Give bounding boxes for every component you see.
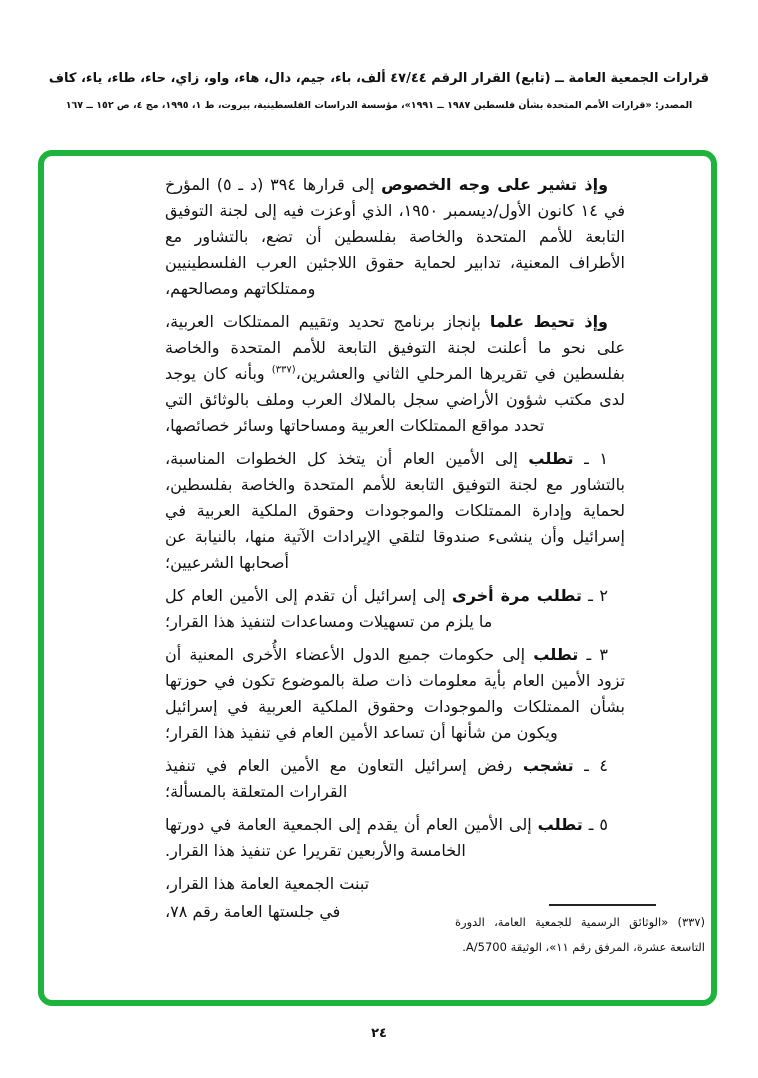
preamble-text: وبأنه كان يوجد لدى مكتب شؤون الأراضي سجل بالملاك العرب وملف بالوثائق التي تحدد مواقع الممتلكات العربية ومساحاتها وسائر خصائصها، <box>165 364 625 435</box>
footnote-marker: (٣٣٧) <box>668 915 705 929</box>
item-lead: تشجب <box>522 756 574 775</box>
operative-item-2 <box>165 583 625 635</box>
footnote-divider <box>549 904 656 906</box>
item-text: إلى إسرائيل أن تقدم إلى الأمين العام كل ما يلزم من تسهيلات ومساعدات لتنفيذ هذا القرار؛ <box>165 586 493 631</box>
item-number: ٢ ـ <box>581 586 608 605</box>
item-number: ٣ ـ <box>578 645 608 664</box>
footnote <box>455 910 705 960</box>
item-text: رفض إسرائيل التعاون مع الأمين العام في تنفيذ القرارات المتعلقة بالمسألة؛ <box>165 756 523 801</box>
footnote-reference-marker: (٣٣٧) <box>271 364 296 376</box>
preamble-paragraph-1 <box>165 172 625 302</box>
item-number: ٥ ـ <box>582 815 608 834</box>
preamble-lead: وإذ تحيط علما <box>489 312 609 331</box>
item-text: إلى الأمين العام أن يتخذ كل الخطوات المناسبة، بالتشاور مع لجنة التوفيق التابعة للأمم المتحدة والخاصة بفلسطين، لحماية وإدارة الممتلكات والموجودات وحقوق الملكية العربية في إسرائيل وأن ينشىء صندوقا لتلقي الإيرادات الآتية منها، بالنيابة عن أصحابها الشرعيين؛ <box>165 449 625 572</box>
operative-item-4 <box>165 753 625 805</box>
footnote-text: «الوثائق الرسمية للجمعية العامة، الدورة التاسعة عشرة، المرفق رقم ١١»، الوثيقة A/5700. <box>455 915 705 954</box>
page-header-title: قرارات الجمعية العامة ــ (تابع) القرار الرقم ٤٧/٤٤ ألف، باء، جيم، دال، هاء، واو، زاي، حاء، طاء، ياء، كاف <box>48 71 710 86</box>
item-number: ١ ـ <box>573 449 609 468</box>
preamble-paragraph-2 <box>165 309 625 439</box>
adoption-line: تبنت الجمعية العامة هذا القرار، <box>165 874 370 893</box>
item-text: إلى الأمين العام أن يقدم إلى الجمعية العامة في دورتها الخامسة والأربعين تقريرا عن تنفيذ هذا القرار. <box>165 815 538 860</box>
item-lead: تطلب <box>537 815 583 834</box>
preamble-text: بإنجاز برنامج تحديد وتقييم الممتلكات العربية، على نحو ما أعلنت لجنة التوفيق التابعة للأمم المتحدة والخاصة بفلسطين في تقريرها المرحلي الثاني والعشرين، <box>165 312 626 383</box>
preamble-lead: وإذ تشير على وجه الخصوص <box>381 175 609 194</box>
page-header-source: المصدر: «قرارات الأمم المتحدة بشأن فلسطين ١٩٨٧ ــ ١٩٩١»، مؤسسة الدراسات الفلسطينية، بيروت، ط ١، ١٩٩٥، مج ٤، ص ١٥٢ ــ ١٦٧ <box>65 100 693 111</box>
item-text: إلى حكومات جميع الدول الأعضاء الأُخرى المعنية أن تزود الأمين العام بأية معلومات ذات صلة بالموضوع تكون في حوزتها بشأن الممتلكات والموجودات وحقوق الملكية العربية في إسرائيل ويكون من شأنها أن تساعد الأمين العام في تنفيذ هذا القرار؛ <box>165 645 625 742</box>
operative-item-1 <box>165 446 625 576</box>
item-number: ٤ ـ <box>573 756 609 775</box>
operative-item-3 <box>165 642 625 746</box>
operative-item-5 <box>165 812 625 864</box>
item-lead: تطلب <box>528 449 574 468</box>
item-lead: تطلب <box>533 645 579 664</box>
resolution-body <box>165 172 625 927</box>
page-number: ٢٤ <box>371 1026 387 1041</box>
item-lead: تطلب مرة أخرى <box>452 586 582 605</box>
session-line: في جلستها العامة رقم ٧٨، <box>165 902 341 921</box>
preamble-text: إلى قرارها ٣٩٤ (د ـ ٥) المؤرخ في ١٤ كانون الأول/ديسمبر ١٩٥٠، الذي أوعزت فيه إلى لجنة التوفيق التابعة للأمم المتحدة والخاصة بفلسطين أن تضع، بالتشاور مع الأطراف المعنية، تدابير لحماية حقوق اللاجئين العرب الفلسطينيين وممتلكاتهم ومصالحهم، <box>165 175 625 298</box>
